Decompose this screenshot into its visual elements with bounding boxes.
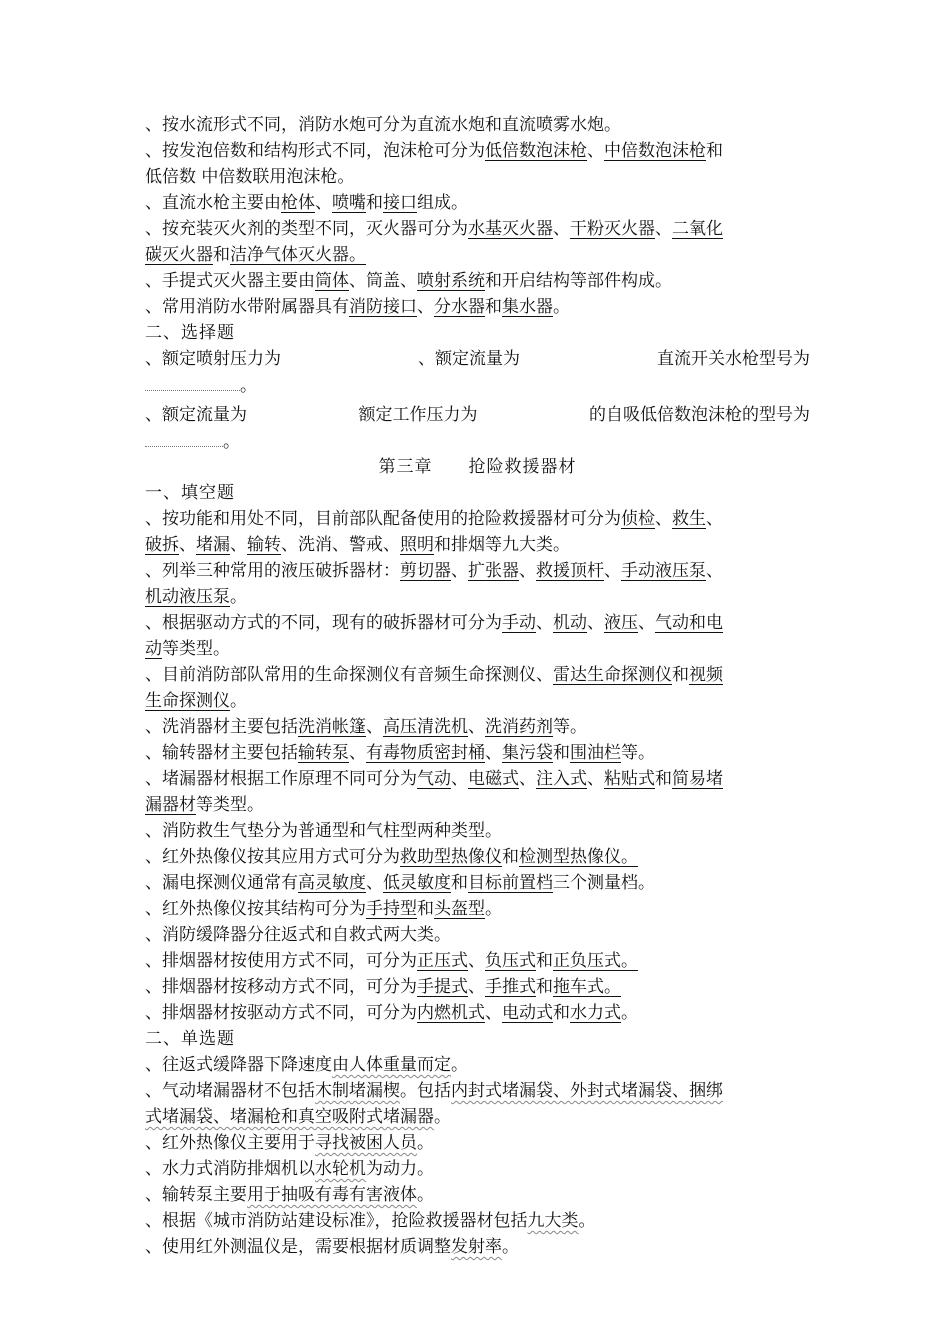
answer-line [145, 428, 810, 454]
text-span: 。 [230, 587, 247, 607]
answer-underline: 注入式 [536, 769, 587, 789]
text-line [145, 636, 810, 662]
answer-wavy: 水轮机 [315, 1159, 366, 1179]
text-line [145, 532, 810, 558]
answer-underline: 二氧化 [672, 219, 723, 239]
answer-underline: 围油栏 [570, 743, 621, 763]
text-span: 。包括 [400, 1081, 451, 1101]
text-span: 、常用消防水带附属器具有 [145, 297, 349, 317]
text-line [145, 922, 810, 948]
text-span: 、漏电探测仪通常有 [145, 873, 298, 893]
chapter-name: 抢险救援器材 [468, 457, 577, 477]
answer-underline: 分水器 [434, 297, 485, 317]
text-span: 、按水流形式不同，消防水炮可分为直流水炮和直流喷雾水炮。 [145, 115, 621, 135]
answer-underline: 有毒物质密封桶 [366, 743, 485, 763]
text-span: 、洗消器材主要包括 [145, 717, 298, 737]
text-line [145, 112, 810, 138]
text-span: 、额定喷射压力为 [145, 349, 281, 369]
answer-underline: 救助型热像仪 [400, 847, 502, 867]
answer-underline: 检测型热像仪。 [519, 847, 638, 867]
answer-blank [145, 372, 240, 391]
text-span: 。 [502, 1237, 519, 1257]
answer-underline: 扩张器 [468, 561, 519, 581]
answer-underline: 剪切器 [400, 561, 451, 581]
text-line [145, 740, 810, 766]
answer-underline: 集污袋 [502, 743, 553, 763]
answer-blank [145, 428, 223, 447]
answer-underline: 接口 [383, 193, 417, 213]
answer-underline: 水基灭火器 [468, 219, 553, 239]
answer-underline: 低倍数泡沫枪 [485, 141, 587, 161]
answer-underline: 拖车式。 [553, 977, 621, 997]
answer-wavy: 式堵漏袋、堵漏枪和真空吸附式堵漏器 [145, 1107, 434, 1127]
answer-underline: 枪体 [281, 193, 315, 213]
text-span: 。 [621, 1003, 638, 1023]
answer-wavy: 内封式堵漏袋、外封式堵漏袋、捆绑 [451, 1081, 723, 1101]
text-span: 、 [519, 561, 536, 581]
text-span: 、筒盖、 [349, 271, 417, 291]
answer-underline: 雷达生命探测仪 [553, 665, 672, 685]
text-span: 和 [536, 951, 553, 971]
text-line [145, 766, 810, 792]
text-span: 。 [223, 432, 240, 452]
answer-underline: 筒体 [315, 271, 349, 291]
text-span: 、 [638, 613, 655, 633]
text-span: 、使用红外测温仪是，需要根据材质调整 [145, 1237, 451, 1257]
text-span: 、直流水枪主要由 [145, 193, 281, 213]
answer-underline: 救生 [672, 509, 706, 529]
text-span: 的自吸低倍数泡沫枪的型号为 [589, 405, 810, 425]
text-span: 、 [468, 977, 485, 997]
text-span: 为动力。 [366, 1159, 434, 1179]
text-span: 。 [578, 1211, 596, 1231]
text-span: 、按发泡倍数和结构形式不同，泡沫枪可分为 [145, 141, 485, 161]
answer-underline: 堵漏 [196, 535, 230, 555]
text-line [145, 818, 810, 844]
answer-line [145, 372, 810, 398]
answer-underline: 气动 [417, 769, 451, 789]
answer-underline: 喷嘴 [332, 193, 366, 213]
text-line [145, 1000, 810, 1026]
text-span: 、排烟器材按驱动方式不同，可分为 [145, 1003, 417, 1023]
text-span: 、 [349, 743, 366, 763]
answer-underline: 内燃机式 [417, 1003, 485, 1023]
text-line [145, 714, 810, 740]
text-span: 、 [553, 219, 570, 239]
text-span: 和 [553, 743, 570, 763]
answer-underline: 喷射系统 [417, 271, 485, 291]
text-span: 、根据《城市消防站建设标准》，抢险救援器材包括 [145, 1211, 528, 1231]
answer-underline: 手持型 [366, 899, 417, 919]
text-span: 和排烟等九大类。 [434, 535, 570, 555]
text-line [145, 610, 810, 636]
text-span: 、手提式灭火器主要由 [145, 271, 315, 291]
answer-underline: 简易堵 [672, 769, 723, 789]
answer-underline: 照明 [400, 535, 434, 555]
text-line [145, 1130, 810, 1156]
text-span: 、消防救生气垫分为普通型和气柱型两种类型。 [145, 821, 502, 841]
text-span: 、 [604, 561, 621, 581]
text-span: 、排烟器材按移动方式不同，可分为 [145, 977, 417, 997]
text-span: 、输转器材主要包括 [145, 743, 298, 763]
text-span: 、 [485, 1003, 502, 1023]
answer-underline: 手推式 [485, 977, 536, 997]
text-span: 低倍数 中倍数联用泡沫枪。 [145, 167, 355, 187]
chapter-title [145, 454, 810, 480]
answer-wavy: 发射率 [451, 1237, 502, 1257]
answer-underline: 输转泵 [298, 743, 349, 763]
text-span: 、 [468, 951, 485, 971]
text-span: 、往返式缓降器下降速度 [145, 1055, 332, 1075]
text-span: 。 [451, 1055, 468, 1075]
text-span: 、 [706, 509, 723, 529]
answer-underline: 高压清洗机 [383, 717, 468, 737]
answer-underline: 正负压式。 [553, 951, 638, 971]
text-span: 、洗消、警戒、 [281, 535, 400, 555]
answer-wavy: 木制堵漏楔 [315, 1081, 400, 1101]
text-span: 、根据驱动方式的不同，现有的破拆器材可分为 [145, 613, 502, 633]
answer-underline: 低灵敏度 [383, 873, 451, 893]
text-span: 、 [485, 743, 502, 763]
text-span: 和 [417, 899, 434, 919]
answer-underline: 侦检 [621, 509, 655, 529]
text-span: 、 [468, 717, 485, 737]
text-line [145, 506, 810, 532]
answer-underline: 干粉灭火器 [570, 219, 655, 239]
text-line [145, 844, 810, 870]
text-line [145, 948, 810, 974]
answer-underline: 消防接口 [349, 297, 417, 317]
text-span: 、目前消防部队常用的生命探测仪有音频生命探测仪、 [145, 665, 553, 685]
text-span: 、红外热像仪主要用于 [145, 1133, 315, 1153]
answer-underline: 手提式 [417, 977, 468, 997]
text-span: 、 [366, 873, 383, 893]
answer-wavy: 用于抽吸有毒有害液体 [247, 1185, 417, 1205]
answer-underline: 中倍数泡沫枪 [604, 141, 706, 161]
answer-underline: 气动和电 [655, 613, 723, 633]
text-span: 、堵漏器材根据工作原理不同可分为 [145, 769, 417, 789]
text-span: 等。 [553, 717, 587, 737]
text-span: 。 [230, 691, 247, 711]
text-span: 组成。 [417, 193, 468, 213]
text-span: 、红外热像仪按其应用方式可分为 [145, 847, 400, 867]
answer-underline: 集水器 [502, 297, 553, 317]
answer-underline: 洁净气体灭火器。 [230, 245, 366, 265]
text-span: 、消防缓降器分往返式和自救式两大类。 [145, 925, 451, 945]
answer-underline: 电磁式 [468, 769, 519, 789]
text-span: 。 [417, 1133, 434, 1153]
text-line [145, 190, 810, 216]
answer-underline: 目标前置档 [468, 873, 553, 893]
text-span: 、红外热像仪按其结构可分为 [145, 899, 366, 919]
text-span: 、 [706, 561, 723, 581]
text-line [145, 584, 810, 610]
text-span: 等类型。 [196, 795, 264, 815]
answer-underline: 洗消药剂 [485, 717, 553, 737]
text-span: 。 [434, 1107, 451, 1127]
answer-underline: 高灵敏度 [298, 873, 366, 893]
text-span: 、输转泵主要 [145, 1185, 247, 1205]
text-line [145, 1234, 810, 1260]
text-line [145, 1104, 810, 1130]
text-line [145, 870, 810, 896]
answer-underline: 救援顶杆 [536, 561, 604, 581]
answer-underline: 手动 [502, 613, 536, 633]
text-line [145, 1156, 810, 1182]
text-span: 和 [502, 847, 519, 867]
text-line [145, 1208, 810, 1234]
question-line [145, 346, 810, 372]
answer-underline: 机动 [553, 613, 587, 633]
text-span: 、排烟器材按使用方式不同，可分为 [145, 951, 417, 971]
text-span: 、 [230, 535, 247, 555]
text-line [145, 1182, 810, 1208]
answer-underline: 生命探测仪 [145, 691, 230, 711]
text-span: 、额定流量为 [418, 349, 520, 369]
text-span: 、 [179, 535, 196, 555]
text-span: 、按功能和用处不同，目前部队配备使用的抢险救援器材可分为 [145, 509, 621, 529]
text-span: 、水力式消防排烟机以 [145, 1159, 315, 1179]
section-heading: 二、单选题 [145, 1029, 235, 1049]
text-line [145, 688, 810, 714]
answer-underline: 视频 [689, 665, 723, 685]
answer-underline: 水力式 [570, 1003, 621, 1023]
text-span: 、 [587, 613, 604, 633]
text-span: 、按充装灭火剂的类型不同，灭火器可分为 [145, 219, 468, 239]
question-line [145, 402, 810, 428]
text-span: 和开启结构等部件构成。 [485, 271, 672, 291]
text-line [145, 242, 810, 268]
answer-underline: 输转 [247, 535, 281, 555]
text-line [145, 1078, 810, 1104]
text-span: 、 [315, 193, 332, 213]
document-body [145, 112, 810, 1260]
text-span: 和 [553, 1003, 570, 1023]
text-line [145, 216, 810, 242]
section-heading: 一、填空题 [145, 483, 235, 503]
text-span: 、气动堵漏器材不包括 [145, 1081, 315, 1101]
text-span: 。 [417, 1185, 434, 1205]
text-line [145, 164, 810, 190]
answer-underline: 机动液压泵 [145, 587, 230, 607]
answer-wavy: 九大类 [527, 1211, 579, 1231]
text-span: 。 [240, 376, 257, 396]
text-span: 、 [655, 219, 672, 239]
text-span: 和 [213, 245, 230, 265]
text-span: 和 [706, 141, 723, 161]
answer-underline: 漏器材 [145, 795, 196, 815]
text-line [145, 558, 810, 584]
text-line [145, 294, 810, 320]
text-span: 和 [672, 665, 689, 685]
text-span: 、 [587, 769, 604, 789]
answer-underline: 动 [145, 639, 162, 659]
text-span: 。 [553, 297, 570, 317]
text-line [145, 792, 810, 818]
text-line [145, 974, 810, 1000]
text-span: 。 [485, 899, 502, 919]
text-span: 和 [655, 769, 672, 789]
section-heading: 二、选择题 [145, 323, 235, 343]
answer-underline: 破拆 [145, 535, 179, 555]
chapter-number: 第三章 [378, 457, 433, 477]
answer-underline: 碳灭火器 [145, 245, 213, 265]
answer-underline: 电动式 [502, 1003, 553, 1023]
text-span: 、 [587, 141, 604, 161]
answer-underline: 液压 [604, 613, 638, 633]
text-span: 和 [451, 873, 468, 893]
text-span: 直流开关水枪型号为 [657, 349, 810, 369]
text-span: 和 [485, 297, 502, 317]
text-line [145, 662, 810, 688]
answer-wavy: 由人体重量而定 [332, 1055, 451, 1075]
text-span: 、额定流量为 [145, 405, 247, 425]
text-span: 、 [366, 717, 383, 737]
answer-underline: 正压式 [417, 951, 468, 971]
text-span: 、列举三种常用的液压破拆器材： [145, 561, 400, 581]
answer-underline: 手动液压泵 [621, 561, 706, 581]
text-span: 、 [519, 769, 536, 789]
text-span: 、 [655, 509, 672, 529]
text-line [145, 268, 810, 294]
answer-underline: 粘贴式 [604, 769, 655, 789]
answer-underline: 头盔型 [434, 899, 485, 919]
text-span: 、 [417, 297, 434, 317]
text-span: 和 [366, 193, 383, 213]
text-span: 和 [536, 977, 553, 997]
text-span: 等。 [621, 743, 655, 763]
text-span: 、 [536, 613, 553, 633]
text-line [145, 1052, 810, 1078]
text-line [145, 138, 810, 164]
text-span: 、 [451, 561, 468, 581]
text-span: 三个测量档。 [553, 873, 655, 893]
text-line [145, 896, 810, 922]
answer-underline: 洗消帐篷 [298, 717, 366, 737]
text-span: 额定工作压力为 [358, 405, 478, 425]
answer-wavy: 寻找被困人员 [315, 1133, 417, 1153]
answer-underline: 负压式 [485, 951, 536, 971]
text-span: 等类型。 [162, 639, 230, 659]
text-span: 、 [451, 769, 468, 789]
